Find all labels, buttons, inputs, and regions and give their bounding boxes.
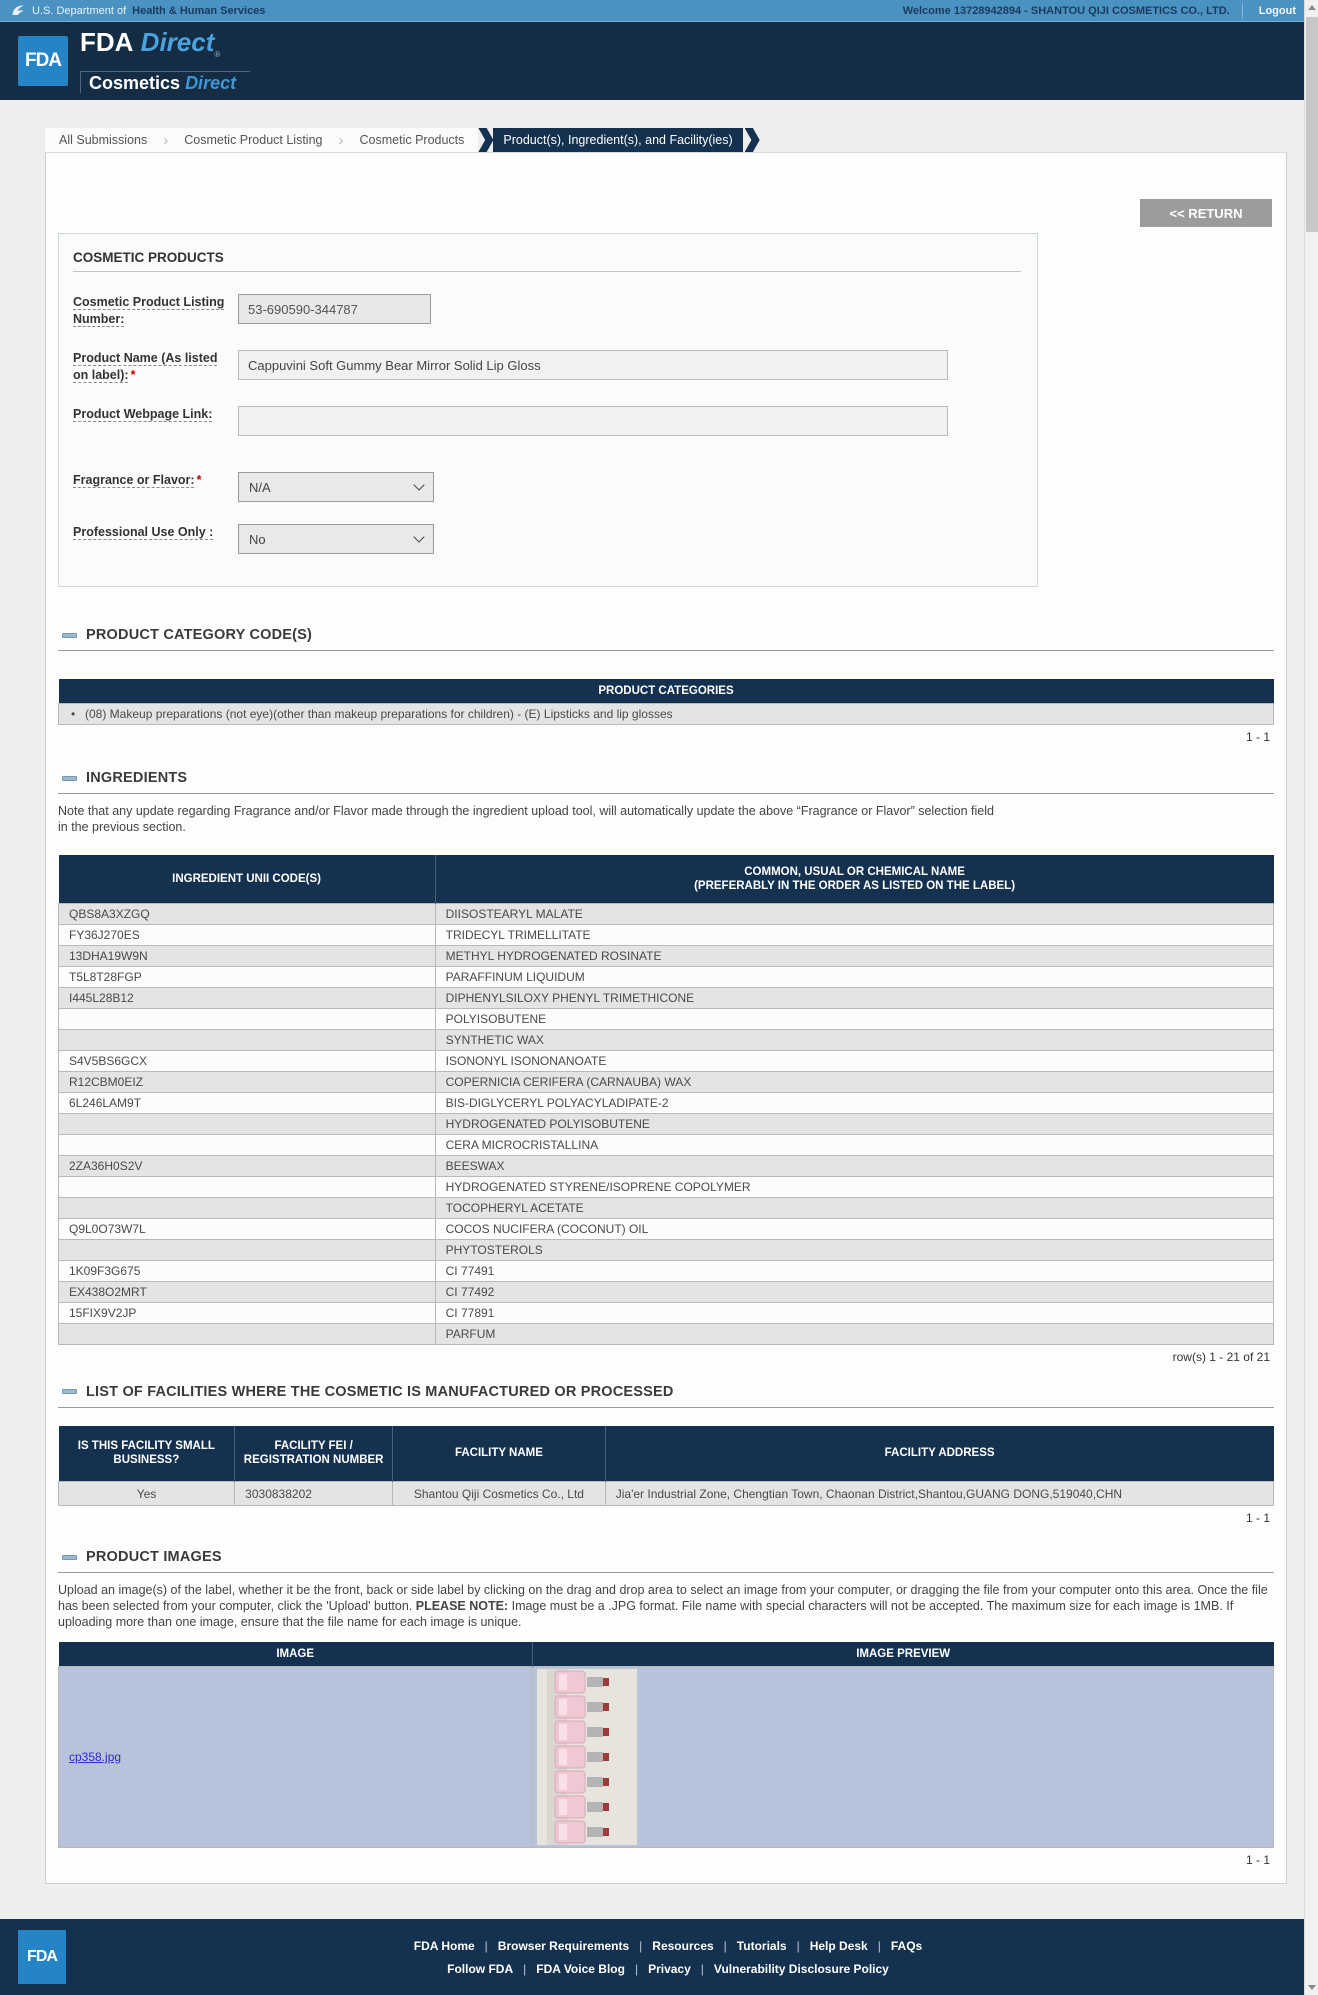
facilities-tbody [59,1482,1274,1506]
ingredient-name-cell: SYNTHETIC WAX [435,1029,1273,1050]
app-title-direct: Direct [140,26,215,57]
facility-cell: Jia'er Industrial Zone, Chengtian Town, Chaonan District,Shantou,GUANG DONG,519040,CHN [605,1482,1273,1506]
section-divider [58,793,1274,794]
unii-code-cell: QBS8A3XZGQ [59,903,436,924]
ingredient-name-cell: PARAFFINUM LIQUIDUM [435,966,1273,987]
unii-code-cell [59,1029,436,1050]
ingredient-name-cell: TOCOPHERYL ACETATE [435,1197,1273,1218]
footer-link[interactable]: Help Desk [809,1938,868,1953]
chevron-right-icon: › [161,128,170,152]
facility-cell: 3030838202 [235,1482,393,1506]
breadcrumb [45,128,1318,152]
ingredient-name-cell: HYDROGENATED POLYISOBUTENE [435,1113,1273,1134]
ingredient-row [59,1197,1274,1218]
app-header [0,22,1318,100]
chevron-down-icon [413,479,424,490]
ingredients-section [58,770,1274,1364]
scroll-up-icon[interactable] [1305,0,1318,15]
ingredient-row [59,945,1274,966]
ingredient-name-cell: PARFUM [435,1323,1273,1344]
ingredient-row [59,1050,1274,1071]
footer-link[interactable]: Follow FDA [447,1961,514,1976]
welcome-text: Welcome 13728942894 - SHANTOU QIJI COSMETICS CO., LTD. [902,4,1230,17]
footer-link-separator: | [639,1938,643,1953]
ingredient-row [59,1155,1274,1176]
facilities-table [58,1426,1274,1507]
breadcrumb-item[interactable]: All Submissions [45,128,161,152]
cosmetic-products-box [58,233,1038,587]
product-name-label: Product Name (As listed on label): * [73,351,218,382]
footer-fda-logo: FDA [18,1930,66,1984]
ingredients-table [58,855,1274,1345]
unii-code-cell: 6L246LAM9T [59,1092,436,1113]
collapse-icon[interactable] [62,633,77,638]
images-note: Upload an image(s) of the label, whether it be the front, back or side label by clicking on the drag and drop area to select an image from your computer, or dragging the file from your computer onto this area. Once the file has been selected from your computer, click the 'Upload' button. PLEASE NOTE: Image must be a .JPG format. File name with special characters will not be accepted. The maximum size for each image is 1MB. If uploading more than one image, ensure that the file name for each image is unique. [58,1583,1268,1629]
ingredient-row [59,966,1274,987]
footer-link-separator: | [877,1938,881,1953]
footer-link-separator: | [523,1961,527,1976]
ingredient-row [59,1218,1274,1239]
ingredients-col-name: COMMON, USUAL OR CHEMICAL NAME (PREFERABLY IN THE ORDER AS LISTED ON THE LABEL) [435,855,1273,903]
image-file-link[interactable]: cp358.jpg [69,1750,122,1764]
fda-logo: FDA [18,36,68,86]
unii-code-cell [59,1113,436,1134]
footer-links-row-2 [447,1962,889,1976]
unii-code-cell [59,1239,436,1260]
image-file-cell [59,1667,533,1848]
ingredient-name-cell: HYDROGENATED STYRENE/ISOPRENE COPOLYMER [435,1176,1273,1197]
unii-code-cell: FY36J270ES [59,924,436,945]
ingredient-name-cell: POLYISOBUTENE [435,1008,1273,1029]
app-subtitle [80,71,250,93]
ingredient-row [59,1008,1274,1029]
footer-link-separator: | [796,1938,800,1953]
ingredient-name-cell: CERA MICROCRISTALLINA [435,1134,1273,1155]
footer-link[interactable]: Vulnerability Disclosure Policy [713,1961,889,1976]
dept-prefix: U.S. Department of [32,4,127,17]
unii-code-cell: EX438O2MRT [59,1281,436,1302]
image-preview-cell [532,1667,1273,1848]
chevron-down-icon [413,531,424,542]
unii-code-cell: S4V5BS6GCX [59,1050,436,1071]
registered-mark: ® [214,50,221,60]
collapse-icon[interactable] [62,1555,77,1560]
images-pagination: 1 - 1 [1245,1853,1270,1867]
ingredients-tbody [59,903,1274,1344]
lip-gloss-photo [537,1669,637,1845]
section-divider [58,650,1274,651]
required-asterisk: * [196,473,202,487]
gov-topbar [0,0,1318,22]
unii-code-cell [59,1176,436,1197]
dept-name: Health & Human Services [132,4,266,17]
footer-link[interactable]: Tutorials [736,1938,787,1953]
ingredient-name-cell: CI 77491 [435,1260,1273,1281]
facilities-header-row [59,1426,1274,1482]
ingredient-row [59,1134,1274,1155]
ingredient-name-cell: TRIDECYL TRIMELLITATE [435,924,1273,945]
ingredient-row [59,1260,1274,1281]
footer-link-separator: | [634,1961,639,1976]
collapse-icon[interactable] [62,776,77,781]
professional-use-value: No [249,531,266,547]
ingredient-name-cell: BEESWAX [435,1155,1273,1176]
collapse-icon[interactable] [62,1389,77,1394]
ingredients-section-title: INGREDIENTS [86,770,188,786]
chevron-right-icon: › [337,128,346,152]
ingredient-name-cell: COCOS NUCIFERA (COCONUT) OIL [435,1218,1273,1239]
unii-code-cell: 13DHA19W9N [59,945,436,966]
breadcrumb-item[interactable]: Cosmetic Products [346,128,479,152]
ingredient-name-cell: CI 77492 [435,1281,1273,1302]
footer-link-separator: | [484,1938,488,1953]
footer-link-separator: | [723,1938,727,1953]
ingredient-row [59,1281,1274,1302]
category-pagination: 1 - 1 [1245,730,1270,744]
webpage-link-field[interactable] [238,406,948,436]
unii-code-cell: 1K09F3G675 [59,1260,436,1281]
section-divider [58,1407,1274,1408]
footer-link[interactable]: FAQs [890,1938,923,1953]
ingredient-name-cell: PHYTOSTEROLS [435,1239,1273,1260]
facilities-pagination: 1 - 1 [1245,1511,1270,1525]
logout-link[interactable]: Logout [1258,4,1296,17]
ingredient-row [59,1113,1274,1134]
ingredients-pagination: row(s) 1 - 21 of 21 [1172,1349,1270,1364]
unii-code-cell [59,1197,436,1218]
required-asterisk: * [130,368,136,382]
footer-link[interactable]: FDA Home [413,1938,475,1953]
ingredient-name-cell: COPERNICIA CERIFERA (CARNAUBA) WAX [435,1071,1273,1092]
scroll-down-icon[interactable] [1308,1985,1316,1990]
images-col-preview: IMAGE PREVIEW [532,1642,1273,1667]
category-table-header: PRODUCT CATEGORIES [59,679,1274,704]
footer-link-separator: | [700,1961,704,1976]
ingredients-col-unii: INGREDIENT UNII CODE(S) [59,855,436,903]
unii-code-cell: 2ZA36H0S2V [59,1155,436,1176]
product-image-preview[interactable] [537,1669,1269,1845]
ingredient-row [59,1239,1274,1260]
category-cell: • (08) Makeup preparations (not eye)(other than makeup preparations for children) - (E) Lipsticks and lip glosses [59,704,1274,725]
breadcrumb-arrow-icon [745,128,760,152]
product-name-field[interactable]: Cappuvini Soft Gummy Bear Mirror Solid Lip Gloss [238,350,948,380]
images-table [58,1642,1274,1848]
facilities-column-header: FACILITY NAME [393,1426,606,1482]
ingredient-row [59,987,1274,1008]
images-section [58,1549,1274,1867]
ingredient-name-cell: DIISOSTEARYL MALATE [435,903,1273,924]
facilities-section-title: LIST OF FACILITIES WHERE THE COSMETIC IS MANUFACTURED OR PROCESSED [86,1383,674,1400]
ingredients-note: Note that any update regarding Fragrance and/or Flavor made through the ingredient upload tool, will automatically update the above “Fragrance or Flavor” selection field in the previous section. [58,804,994,834]
ingredient-name-cell: DIPHENYLSILOXY PHENYL TRIMETHICONE [435,987,1273,1008]
app-title-fda: FDA [80,26,134,57]
images-col-image: IMAGE [59,1642,533,1667]
app-subtitle-direct: Direct [185,73,237,94]
breadcrumb-arrow-icon [478,128,493,152]
scrollbar-thumb[interactable] [1306,17,1318,232]
section-divider [58,1572,1274,1573]
fragrance-value: N/A [249,479,271,495]
fragrance-select[interactable] [238,472,434,502]
ingredient-row [59,1092,1274,1113]
ingredient-name-cell: METHYL HYDROGENATED ROSINATE [435,945,1273,966]
images-section-title: PRODUCT IMAGES [86,1549,222,1565]
breadcrumb-item[interactable]: Cosmetic Product Listing [170,128,336,152]
ingredient-row [59,1071,1274,1092]
category-section-title: PRODUCT CATEGORY CODE(S) [86,627,313,643]
ingredient-row [59,1029,1274,1050]
webpage-link-label: Product Webpage Link: [73,407,213,421]
main-panel [45,152,1287,1884]
unii-code-cell [59,1008,436,1029]
footer-link[interactable]: FDA Voice Blog [536,1961,625,1976]
category-section [58,627,1274,744]
ingredient-name-cell: CI 77891 [435,1302,1273,1323]
scrollbar[interactable] [1304,0,1318,1995]
facilities-column-header: FACILITY ADDRESS [605,1426,1273,1482]
unii-code-cell: T5L8T28FGP [59,966,436,987]
table-row [59,704,1274,725]
footer-links [66,1939,1270,1976]
ingredient-row [59,924,1274,945]
footer-links-row-1 [414,1939,922,1953]
fragrance-label: Fragrance or Flavor: * [73,473,202,487]
breadcrumb-active: Product(s), Ingredient(s), and Facility(ies) [493,128,742,152]
footer [0,1919,1318,1995]
ingredient-name-cell: ISONONYL ISONONANOATE [435,1050,1273,1071]
footer-link[interactable]: Resources [652,1938,714,1953]
hhs-eagle-icon [10,3,26,19]
unii-code-cell: 15FIX9V2JP [59,1302,436,1323]
unii-code-cell: Q9L0O73W7L [59,1218,436,1239]
unii-code-cell [59,1134,436,1155]
ingredient-name-cell: BIS-DIGLYCERYL POLYACYLADIPATE-2 [435,1092,1273,1113]
facility-row [59,1482,1274,1506]
app-subtitle-cosmetics: Cosmetics [89,73,181,94]
app-title [80,26,250,68]
ingredient-row [59,1302,1274,1323]
unii-code-cell [59,1323,436,1344]
facilities-section [58,1384,1274,1526]
ingredient-row [59,903,1274,924]
image-row [59,1667,1274,1848]
listing-number-label: Cosmetic Product Listing Number: [73,295,225,326]
listing-number-field[interactable]: 53-690590-344787 [238,294,431,324]
professional-use-label: Professional Use Only : [73,525,214,539]
unii-code-cell: I445L28B12 [59,987,436,1008]
facility-cell: Shantou Qiji Cosmetics Co., Ltd [393,1482,606,1506]
ingredient-row [59,1323,1274,1344]
facility-cell: Yes [59,1482,235,1506]
footer-link[interactable]: Browser Requirements [497,1938,630,1953]
cosmetic-products-title: COSMETIC PRODUCTS [73,250,1021,272]
footer-link[interactable]: Privacy [648,1961,691,1976]
professional-use-select[interactable] [238,524,434,554]
unii-code-cell: R12CBM0EIZ [59,1071,436,1092]
category-table [58,679,1274,725]
facilities-column-header: FACILITY FEI / REGISTRATION NUMBER [235,1426,393,1482]
ingredient-row [59,1176,1274,1197]
return-button[interactable]: << RETURN [1140,199,1272,227]
facilities-column-header: IS THIS FACILITY SMALL BUSINESS? [59,1426,235,1482]
